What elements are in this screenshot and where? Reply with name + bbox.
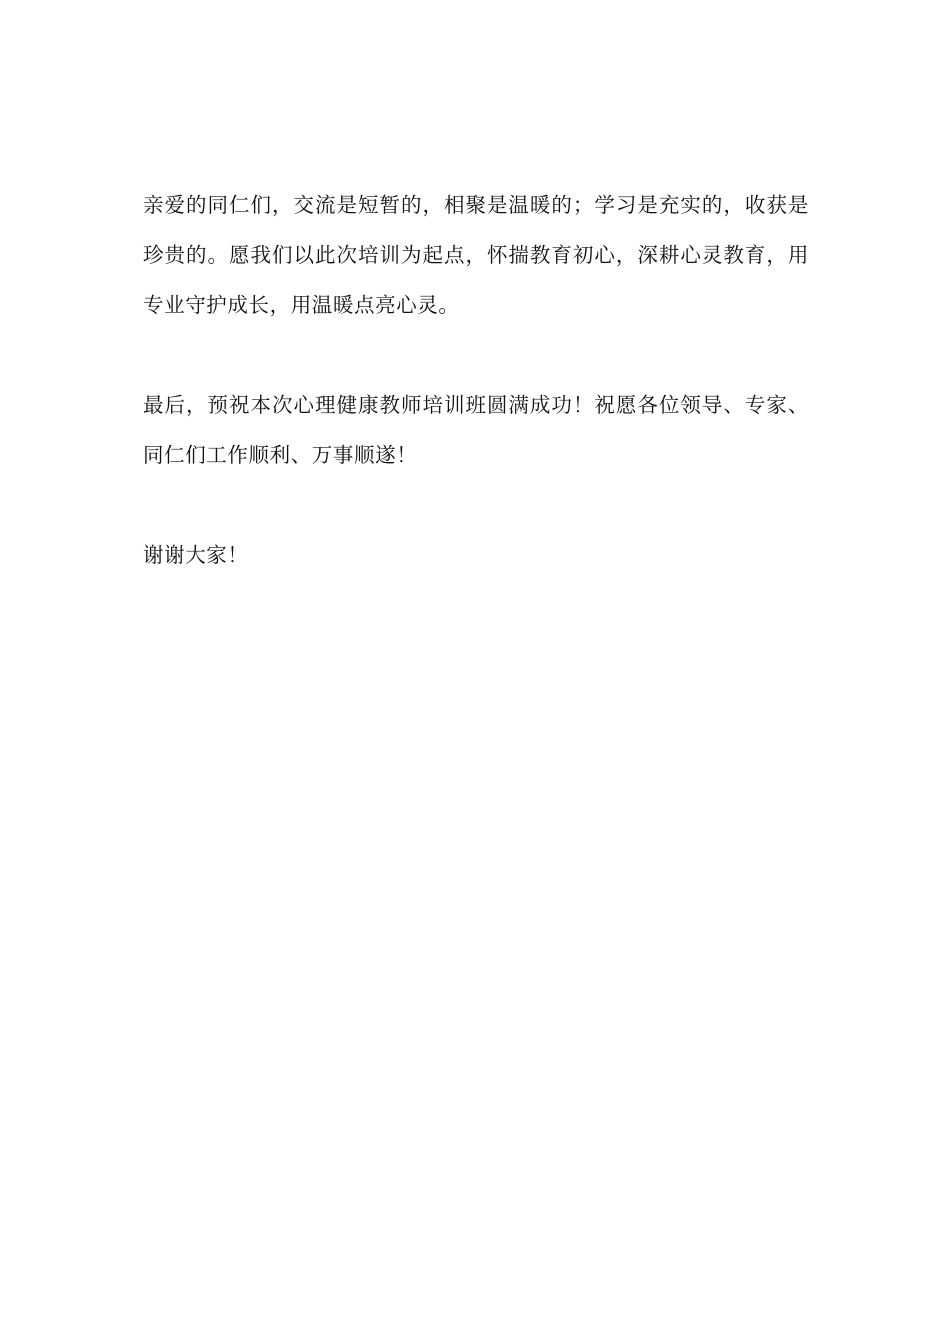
closing-paragraph: 亲爱的同仁们，交流是短暂的，相聚是温暖的；学习是充实的，收获是珍贵的。愿我们以此次培训为起点，怀揣教育初心，深耕心灵教育，用专业守护成长，用温暖点亮心灵。: [143, 193, 809, 317]
document-body: [143, 180, 809, 580]
wishes-paragraph: 最后，预祝本次心理健康教师培训班圆满成功！祝愿各位领导、专家、同仁们工作顺利、万事顺遂！: [143, 393, 809, 467]
thanks-paragraph: 谢谢大家！: [143, 543, 249, 567]
